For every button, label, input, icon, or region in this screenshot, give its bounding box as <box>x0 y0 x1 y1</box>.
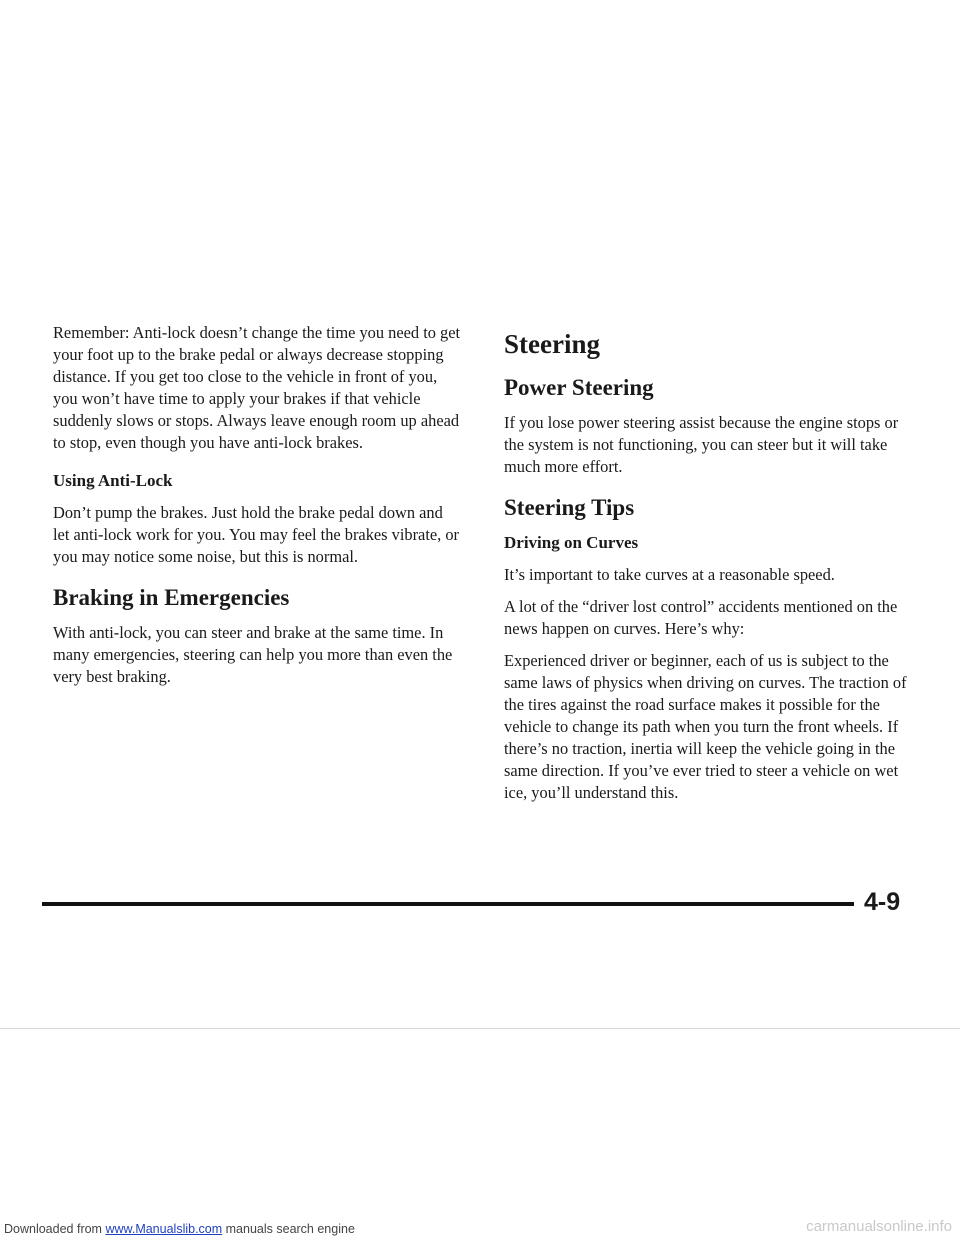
left-column <box>53 322 463 704</box>
watermark-logo: carmanualsonline.info <box>806 1218 952 1235</box>
using-anti-lock-paragraph: Don’t pump the brakes. Just hold the brake pedal down and let anti-lock work for you. You may feel the brakes vibrate, or you may notice some noise, but this is normal. <box>53 503 460 566</box>
driving-curves-heading: Driving on Curves <box>504 533 639 552</box>
lost-control-paragraph: A lot of the “driver lost control” accidents mentioned on the news happen on curves. Here’s why: <box>504 597 898 638</box>
steering-heading: Steering <box>504 329 600 359</box>
manualslib-link[interactable]: www.Manualslib.com <box>105 1222 223 1236</box>
curves-speed-paragraph: It’s important to take curves at a reasonable speed. <box>504 565 835 584</box>
scan-edge-line <box>0 1028 960 1029</box>
right-column <box>504 328 919 820</box>
power-steering-heading: Power Steering <box>504 375 654 400</box>
page-number: 4-9 <box>864 888 901 916</box>
footer-prefix: Downloaded from <box>4 1222 106 1236</box>
physics-paragraph: Experienced driver or beginner, each of us is subject to the same laws of physics when driving on curves. The traction of the tires against the road surface makes it possible for the vehicle to change its path when you turn the front wheels. If there’s no traction, inertia will keep the vehicle going in the same direction. If you’ve ever tried to steer a vehicle on wet ice, you’ll understand this. <box>504 651 907 802</box>
using-anti-lock-heading: Using Anti-Lock <box>53 471 173 490</box>
footer-suffix: manuals search engine <box>222 1222 355 1236</box>
braking-emergencies-paragraph: With anti-lock, you can steer and brake at the same time. In many emergencies, steering can help you more than even the very best braking. <box>53 623 453 686</box>
braking-emergencies-heading: Braking in Emergencies <box>53 585 290 610</box>
anti-lock-reminder-paragraph: Remember: Anti-lock doesn’t change the time you need to get your foot up to the brake pedal or always decrease stopping distance. If you get too close to the vehicle in front of you, you won’t have time to apply your brakes if that vehicle suddenly slows or stops. Always leave enough room up ahead to stop, even though you have anti-lock brakes. <box>53 323 461 452</box>
power-steering-paragraph: If you lose power steering assist because the engine stops or the system is not functioning, you can steer but it will take much more effort. <box>504 413 899 476</box>
bottom-rule <box>42 902 854 906</box>
steering-tips-heading: Steering Tips <box>504 495 635 520</box>
download-footer <box>4 1222 355 1236</box>
